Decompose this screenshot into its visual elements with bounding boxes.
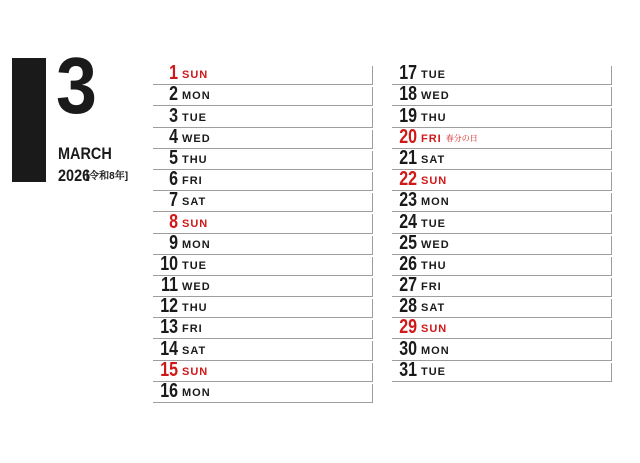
day-row (392, 125, 612, 149)
day-number: 4 (169, 125, 178, 148)
day-of-week: TUE (421, 217, 446, 230)
day-of-week: THU (421, 111, 447, 124)
year-line (58, 166, 138, 186)
day-of-week: MON (182, 238, 211, 251)
day-of-week: SAT (182, 344, 207, 357)
day-row (392, 106, 612, 127)
day-number: 10 (160, 252, 178, 275)
day-of-week: THU (182, 153, 208, 166)
day-row (392, 170, 612, 191)
day-row (392, 297, 612, 318)
day-of-week: SUN (421, 175, 448, 188)
day-row (392, 252, 612, 276)
day-row (153, 146, 373, 170)
day-of-week: SUN (182, 217, 209, 230)
day-of-week: THU (421, 259, 447, 272)
day-row (392, 85, 612, 106)
day-number: 13 (160, 316, 178, 339)
day-row (392, 64, 612, 85)
day-number: 1 (169, 62, 178, 85)
day-of-week: SUN (421, 323, 448, 336)
day-of-week: WED (421, 90, 450, 103)
month-number: 3 (56, 41, 96, 130)
day-number: 3 (169, 104, 178, 127)
day-row (392, 146, 612, 170)
day-of-week: MON (182, 90, 211, 103)
day-of-week: WED (182, 132, 211, 145)
day-of-week: SAT (182, 196, 207, 209)
day-row (153, 231, 373, 255)
day-number: 6 (169, 168, 178, 191)
day-of-week: FRI (421, 132, 442, 145)
day-row (153, 339, 373, 360)
day-number: 25 (399, 231, 417, 254)
day-of-week: MON (182, 387, 211, 399)
day-of-week: WED (421, 238, 450, 251)
day-of-week: FRI (182, 323, 203, 336)
day-row (392, 276, 612, 297)
day-number: 15 (160, 358, 178, 381)
day-number: 19 (399, 104, 417, 127)
day-number: 17 (399, 62, 417, 85)
day-number: 22 (399, 168, 417, 191)
day-number: 14 (160, 337, 178, 360)
day-row (392, 318, 612, 339)
day-row (392, 358, 612, 382)
day-number: 11 (161, 274, 178, 297)
day-of-week: FRI (182, 175, 203, 188)
day-of-week: TUE (421, 69, 446, 82)
day-number: 26 (399, 252, 417, 275)
day-of-week: WED (182, 281, 211, 294)
day-row (153, 125, 373, 149)
day-of-week: SUN (182, 69, 209, 82)
day-row (153, 170, 373, 191)
days-column-left (153, 64, 373, 403)
day-row (153, 318, 373, 339)
day-number: 24 (399, 210, 417, 233)
day-row (153, 191, 373, 212)
month-header (12, 41, 142, 188)
day-number: 5 (169, 146, 178, 169)
day-row (392, 212, 612, 233)
day-row (153, 212, 373, 233)
day-of-week: SAT (421, 153, 446, 166)
day-of-week: SUN (182, 365, 209, 378)
day-of-week: FRI (421, 281, 442, 294)
day-number: 12 (160, 295, 178, 318)
day-number: 16 (160, 380, 178, 402)
day-row (153, 252, 373, 276)
day-number: 23 (399, 189, 417, 212)
day-of-week: MON (421, 196, 450, 209)
day-number: 2 (169, 83, 178, 106)
day-row (392, 339, 612, 360)
days-column-right (392, 64, 612, 382)
day-number: 29 (399, 316, 417, 339)
japanese-era: [令和8年] (85, 171, 129, 182)
day-row (153, 382, 373, 403)
day-row (153, 85, 373, 106)
day-number: 20 (399, 125, 417, 148)
day-number: 27 (399, 274, 417, 297)
day-number: 30 (399, 337, 417, 360)
day-number: 7 (169, 189, 178, 212)
day-number: 21 (399, 146, 417, 169)
day-of-week: TUE (182, 259, 207, 272)
year: 2026 (58, 166, 91, 185)
day-row (153, 276, 373, 297)
day-row (392, 231, 612, 255)
day-of-week: MON (421, 344, 450, 357)
day-number: 18 (399, 83, 417, 106)
day-of-week: TUE (421, 365, 446, 378)
day-row (153, 297, 373, 318)
day-row (153, 64, 373, 85)
day-row (392, 191, 612, 212)
month-accent-bar (12, 58, 46, 182)
day-number: 8 (169, 210, 178, 233)
day-of-week: THU (182, 302, 208, 315)
day-number: 31 (399, 358, 417, 381)
day-row (153, 358, 373, 382)
day-of-week: TUE (182, 111, 207, 124)
day-number: 28 (399, 295, 417, 318)
month-name: MARCH (58, 144, 112, 163)
day-row (153, 106, 373, 127)
day-of-week: SAT (421, 302, 446, 315)
holiday-name: 春分の日 (445, 133, 478, 143)
day-number: 9 (169, 231, 178, 254)
